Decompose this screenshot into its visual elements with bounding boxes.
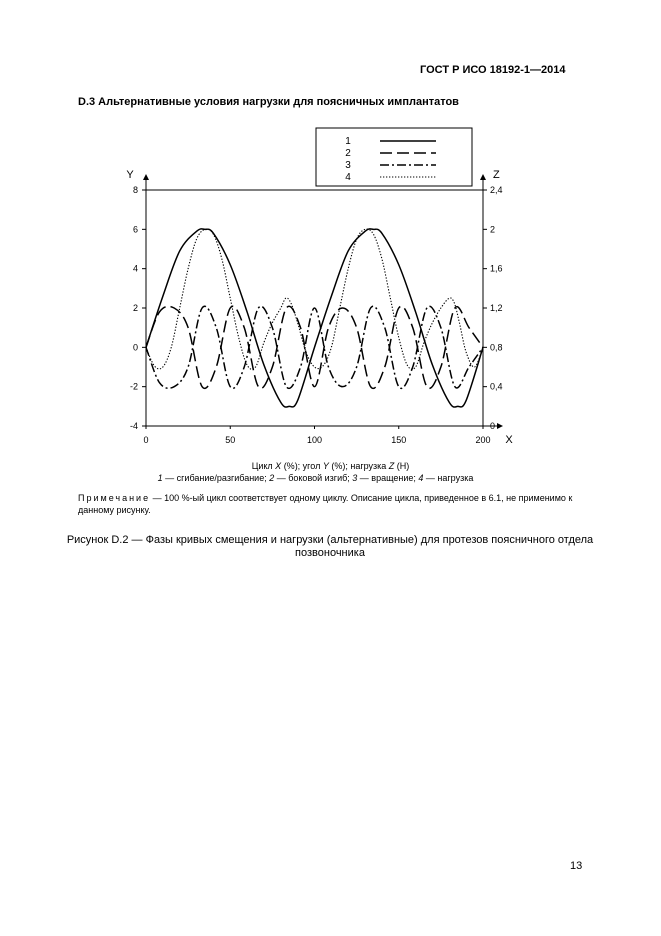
chart-legend: [316, 128, 472, 186]
x-tick-label: 50: [225, 435, 236, 445]
left-tick-label: -4: [129, 421, 138, 431]
standard-code: ГОСТ Р ИСО 18192-1—2014: [420, 64, 566, 76]
note-label: Примечание: [78, 493, 151, 503]
right-tick-label: 2,4: [490, 185, 503, 195]
key-text: — сгибание/разгибание;: [162, 473, 270, 483]
displacement-load-chart: [0, 0, 661, 460]
left-tick-label: 6: [132, 224, 138, 235]
x-tick-label: 100: [306, 435, 323, 445]
right-tick-label: 0: [490, 421, 496, 431]
page-number: 13: [570, 860, 583, 872]
key-number: 3: [352, 473, 358, 483]
x-tick-label: 0: [143, 435, 149, 445]
left-tick-label: 0: [132, 342, 138, 353]
key-text: — нагрузка: [423, 473, 474, 483]
caption-part: (%); угол: [281, 461, 323, 471]
legend-label-4: 4: [345, 172, 351, 183]
left-tick-label: 4: [132, 263, 138, 274]
right-tick-label: 0,8: [490, 342, 503, 353]
key-number: 4: [418, 473, 424, 483]
x-axis-arrow: [497, 423, 503, 429]
right-tick-label: 2: [490, 224, 496, 235]
legend-label-1: 1: [345, 136, 351, 147]
x-axis-label: X: [505, 434, 513, 446]
key-text: — вращение;: [357, 473, 419, 483]
key-text: — боковой изгиб;: [274, 473, 353, 483]
right-tick-label: 0,4: [490, 381, 503, 392]
z-axis-label: Z: [493, 169, 500, 181]
section-title: D.3 Альтернативные условия нагрузки для поясничных имплантатов: [78, 96, 459, 108]
left-tick-label: 8: [132, 185, 138, 195]
left-tick-label: 2: [132, 303, 138, 313]
caption-var-y: Y: [322, 461, 329, 471]
figure-axis-caption: [0, 461, 661, 471]
right-tick-label: 1,2: [490, 303, 503, 313]
z-axis-arrow: [480, 174, 486, 180]
figure-legend-caption: [0, 473, 631, 483]
note-text: — 100 %-ый цикл соответствует одному циклу. Описание цикла, приведенное в 6.1, не применимо к данному рисунку.: [78, 493, 573, 515]
legend-label-3: 3: [345, 160, 351, 171]
caption-var-x: X: [275, 461, 282, 471]
caption-part: (Н): [394, 461, 410, 471]
right-tick-label: 1,6: [490, 263, 503, 274]
caption-part: (%); нагрузка: [328, 461, 389, 471]
key-number: 2: [269, 473, 275, 483]
y-axis-arrow: [143, 174, 149, 180]
caption-part: Цикл: [251, 461, 276, 471]
key-number: 1: [157, 473, 163, 483]
series-1-line: [146, 229, 483, 407]
left-tick-label: -2: [129, 381, 138, 392]
x-tick-label: 150: [391, 435, 407, 445]
caption-var-z: Z: [388, 461, 395, 471]
figure-note: [78, 492, 586, 516]
figure-title: Рисунок D.2 — Фазы кривых смещения и нагрузки (альтернативные) для протезов поясничного отдела позвоночника: [66, 534, 594, 559]
x-tick-label: 200: [475, 435, 491, 445]
y-axis-label: Y: [126, 169, 134, 181]
legend-label-2: 2: [345, 148, 351, 159]
